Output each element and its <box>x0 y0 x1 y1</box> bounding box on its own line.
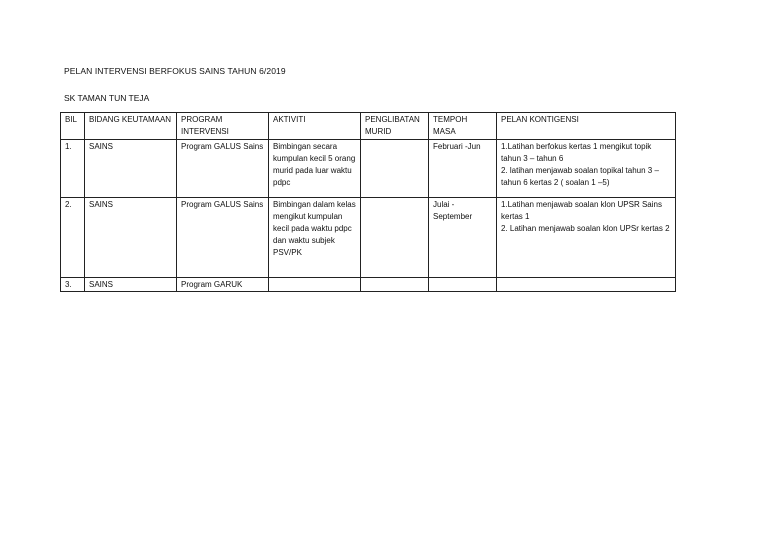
cell-penglibatan <box>361 140 429 198</box>
cell-aktiviti <box>269 278 361 292</box>
pelan-item: 1.Latihan berfokus kertas 1 mengikut topik tahun 3 – tahun 6 <box>501 142 652 163</box>
cell-aktiviti: Bimbingan dalam kelas mengikut kumpulan kecil pada waktu pdpc dan waktu subjek PSV/PK <box>269 198 361 278</box>
header-program-intervensi: PROGRAM INTERVENSI <box>177 113 269 140</box>
table-row <box>61 140 676 198</box>
cell-pelan <box>497 278 676 292</box>
cell-bidang: SAINS <box>85 278 177 292</box>
header-pelan-kontigensi: PELAN KONTIGENSI <box>497 113 676 140</box>
school-name: SK TAMAN TUN TEJA <box>64 93 150 103</box>
header-bil: BIL <box>61 113 85 140</box>
cell-bil: 1. <box>61 140 85 198</box>
cell-tempoh <box>429 278 497 292</box>
header-penglibatan-murid: PENGLIBATAN MURID <box>361 113 429 140</box>
cell-bil: 2. <box>61 198 85 278</box>
cell-bidang: SAINS <box>85 140 177 198</box>
cell-aktiviti: Bimbingan secara kumpulan kecil 5 orang murid pada luar waktu pdpc <box>269 140 361 198</box>
table-header-row <box>61 113 676 140</box>
cell-program: Program GALUS Sains <box>177 198 269 278</box>
cell-penglibatan <box>361 198 429 278</box>
cell-tempoh: Februari -Jun <box>429 140 497 198</box>
cell-bidang: SAINS <box>85 198 177 278</box>
header-tempoh-masa: TEMPOH MASA <box>429 113 497 140</box>
table-row <box>61 278 676 292</box>
cell-program: Program GARUK <box>177 278 269 292</box>
table-row <box>61 198 676 278</box>
cell-tempoh: Julai - September <box>429 198 497 278</box>
cell-pelan <box>497 198 676 278</box>
cell-pelan <box>497 140 676 198</box>
document-title: PELAN INTERVENSI BERFOKUS SAINS TAHUN 6/2019 <box>64 66 286 76</box>
header-bidang-keutamaan: BIDANG KEUTAMAAN <box>85 113 177 140</box>
cell-bil: 3. <box>61 278 85 292</box>
cell-program: Program GALUS Sains <box>177 140 269 198</box>
pelan-item: 2. latihan menjawab soalan topikal tahun 3 – tahun 6 kertas 2 ( soalan 1 –5) <box>501 166 659 187</box>
intervention-plan-table <box>60 112 676 292</box>
cell-penglibatan <box>361 278 429 292</box>
pelan-item: 1.Latihan menjawab soalan klon UPSR Sains kertas 1 <box>501 200 662 221</box>
header-aktiviti: AKTIVITI <box>269 113 361 140</box>
pelan-item: 2. Latihan menjawab soalan klon UPSr kertas 2 <box>501 224 670 233</box>
